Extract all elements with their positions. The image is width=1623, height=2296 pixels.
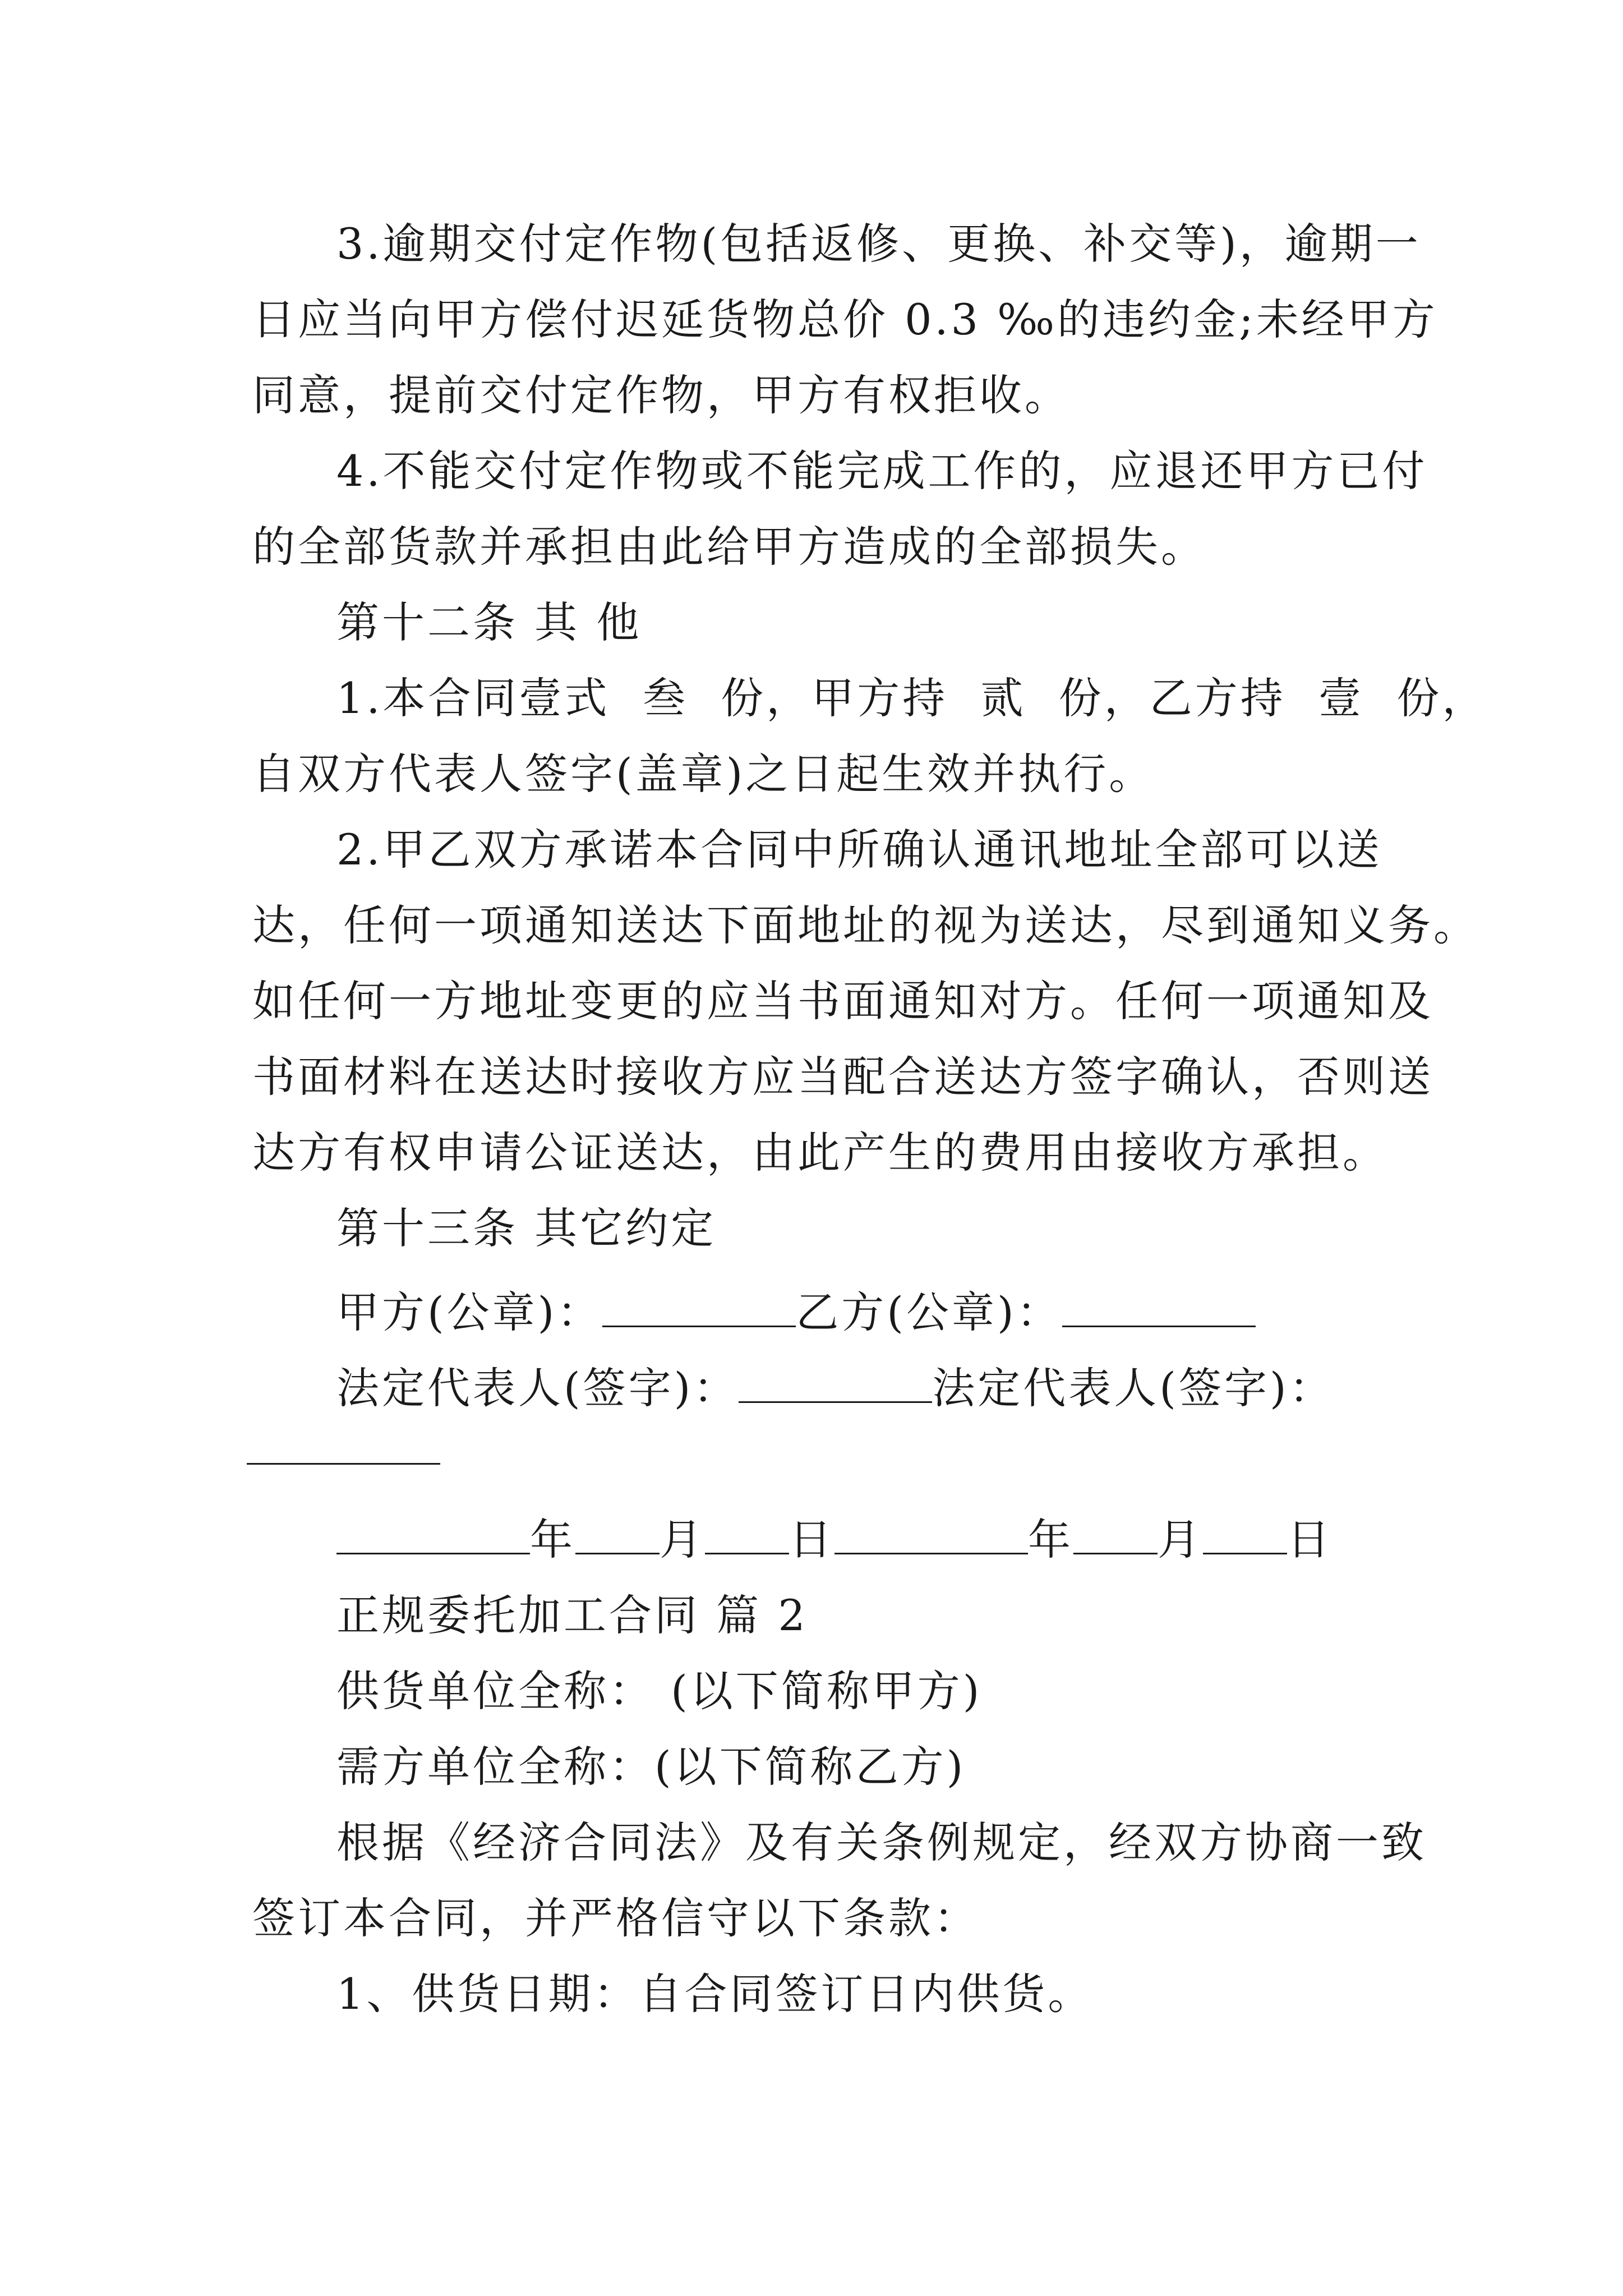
rep-a-label: 法定代表人(签字)： (336, 1363, 739, 1413)
date-a-month: 月 (660, 1515, 705, 1565)
supply-date-clause: 1、供货日期：自合同签订日内供货。 (336, 1969, 1094, 2019)
article-12-item-2-line-2: 达，任何一项通知送达下面地址的视为送达，尽到通知义务。 (252, 900, 1479, 950)
buyer-name-line: 需方单位全称：(以下简称乙方) (336, 1742, 966, 1792)
date-b-day-blank (1203, 1512, 1287, 1554)
date-b-month-blank (1073, 1512, 1158, 1554)
rep-a-blank (739, 1361, 932, 1403)
supplier-name-line: 供货单位全称： (以下简称甲方) (336, 1666, 983, 1716)
article-12-item-2-line-1: 2.甲乙双方承诺本合同中所确认通讯地址全部可以送 (336, 825, 1382, 875)
date-line (336, 1512, 1486, 1568)
article-12-item-2-line-4: 书面材料在送达时接收方应当配合送达方签字确认，否则送 (252, 1052, 1433, 1102)
party-b-seal-blank (1062, 1285, 1256, 1327)
article-13-heading: 第十三条 其它约定 (336, 1203, 717, 1253)
date-a-day-blank (705, 1512, 789, 1554)
date-a-year: 年 (530, 1515, 575, 1565)
representative-line (336, 1360, 1486, 1416)
article-12-item-1-line-1: 1.本合同壹式 叁 份，甲方持 贰 份，乙方持 壹 份， (336, 673, 1488, 723)
clause-3-line-3: 同意，提前交付定作物，甲方有权拒收。 (252, 370, 1070, 420)
party-b-seal-label: 乙方(公章)： (796, 1287, 1062, 1337)
date-a-month-blank (575, 1512, 660, 1554)
article-12-item-2-line-3: 如任何一方地址变更的应当书面通知对方。任何一项通知及 (252, 976, 1433, 1026)
party-a-seal-label: 甲方(公章)： (336, 1287, 603, 1337)
rep-b-label: 法定代表人(签字)： (932, 1363, 1335, 1413)
article-12-item-2-line-5: 达方有权申请公证送达，由此产生的费用由接收方承担。 (252, 1128, 1388, 1177)
date-a-year-blank (336, 1512, 530, 1554)
date-a-day: 日 (789, 1515, 834, 1565)
preamble-line-1: 根据《经济合同法》及有关条例规定，经双方协商一致 (336, 1818, 1427, 1867)
clause-3-line-1: 3.逾期交付定作物(包括返修、更换、补交等)，逾期一 (336, 219, 1421, 269)
article-12-heading: 第十二条 其 他 (336, 597, 642, 647)
date-b-year: 年 (1028, 1515, 1073, 1565)
date-b-year-blank (834, 1512, 1028, 1554)
preamble-line-2: 签订本合同，并严格信守以下条款： (252, 1893, 979, 1943)
rep-b-blank (247, 1463, 440, 1465)
section-2-title: 正规委托加工合同 篇 2 (336, 1590, 808, 1640)
seal-line (336, 1285, 1486, 1341)
article-12-item-1-line-2: 自双方代表人签字(盖章)之日起生效并执行。 (252, 749, 1155, 799)
clause-4-line-1: 4.不能交付定作物或不能完成工作的，应退还甲方已付 (336, 446, 1428, 496)
party-a-seal-blank (602, 1285, 796, 1327)
clause-4-line-2: 的全部货款并承担由此给甲方造成的全部损失。 (252, 522, 1206, 572)
date-b-day: 日 (1287, 1515, 1332, 1565)
clause-3-line-2: 日应当向甲方偿付迟延货物总价 0.3 ‰的违约金;未经甲方 (252, 295, 1438, 344)
date-b-month: 月 (1158, 1515, 1203, 1565)
